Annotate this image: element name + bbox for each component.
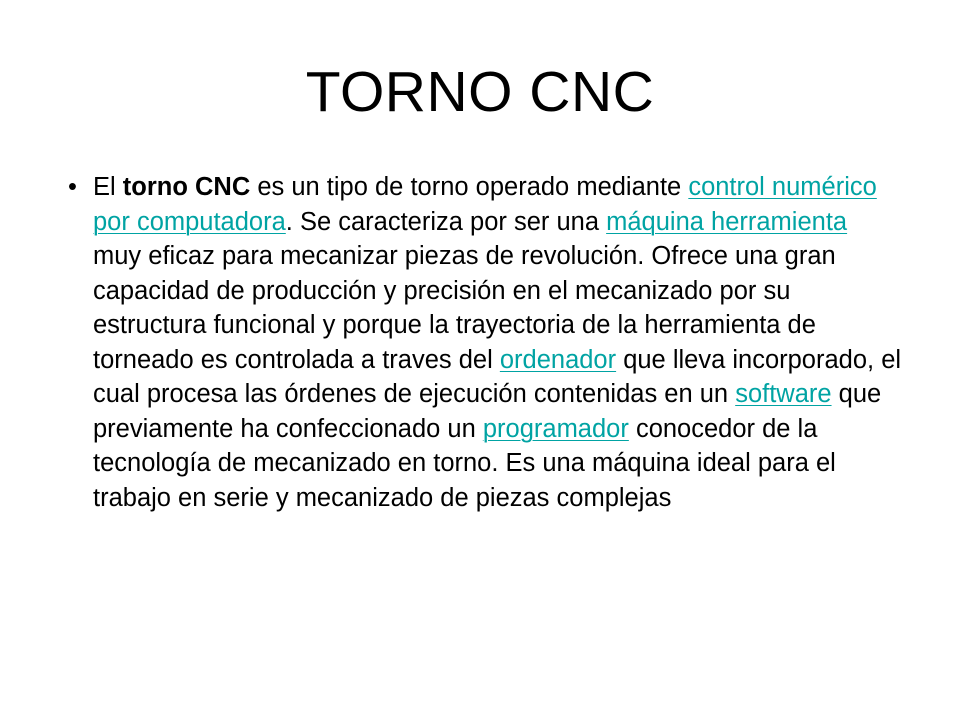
slide-title: TORNO CNC bbox=[305, 60, 655, 124]
text-segment-5: que lleva incorporado, el cual procesa las órdenes de ejecución contenidas en un bbox=[93, 345, 902, 408]
bold-term: torno CNC bbox=[122, 173, 251, 201]
bullet-icon: • bbox=[68, 173, 77, 201]
text-segment-6: que previamente ha confeccionado un bbox=[93, 380, 882, 443]
link-programador[interactable]: programador bbox=[482, 414, 629, 443]
text-segment-3: . Se caracteriza por ser una bbox=[285, 207, 607, 236]
link-ordenador[interactable]: ordenador bbox=[499, 345, 617, 374]
text-segment-4: muy eficaz para mecanizar piezas de revolución. Ofrece una gran capacidad de producción y precisión en el mecanizado por su estructura funcional y porque la trayectoria de la herramienta de torneado es controlada a traves del bbox=[93, 242, 836, 374]
link-software[interactable]: software bbox=[735, 380, 832, 408]
text-segment-2: es un tipo de torno operado mediante bbox=[250, 173, 689, 201]
link-maquina-herramienta[interactable]: máquina herramienta bbox=[606, 207, 848, 236]
bullet-list bbox=[68, 170, 902, 515]
link-control-numerico[interactable]: control numérico por computadora bbox=[93, 173, 877, 236]
bullet-paragraph bbox=[68, 170, 902, 515]
text-segment-1: El bbox=[93, 173, 123, 201]
text-segment-7: conocedor de la tecnología de mecanizado en torno. Es una máquina ideal para el trabajo en serie y mecanizado de piezas complejas bbox=[93, 414, 836, 512]
